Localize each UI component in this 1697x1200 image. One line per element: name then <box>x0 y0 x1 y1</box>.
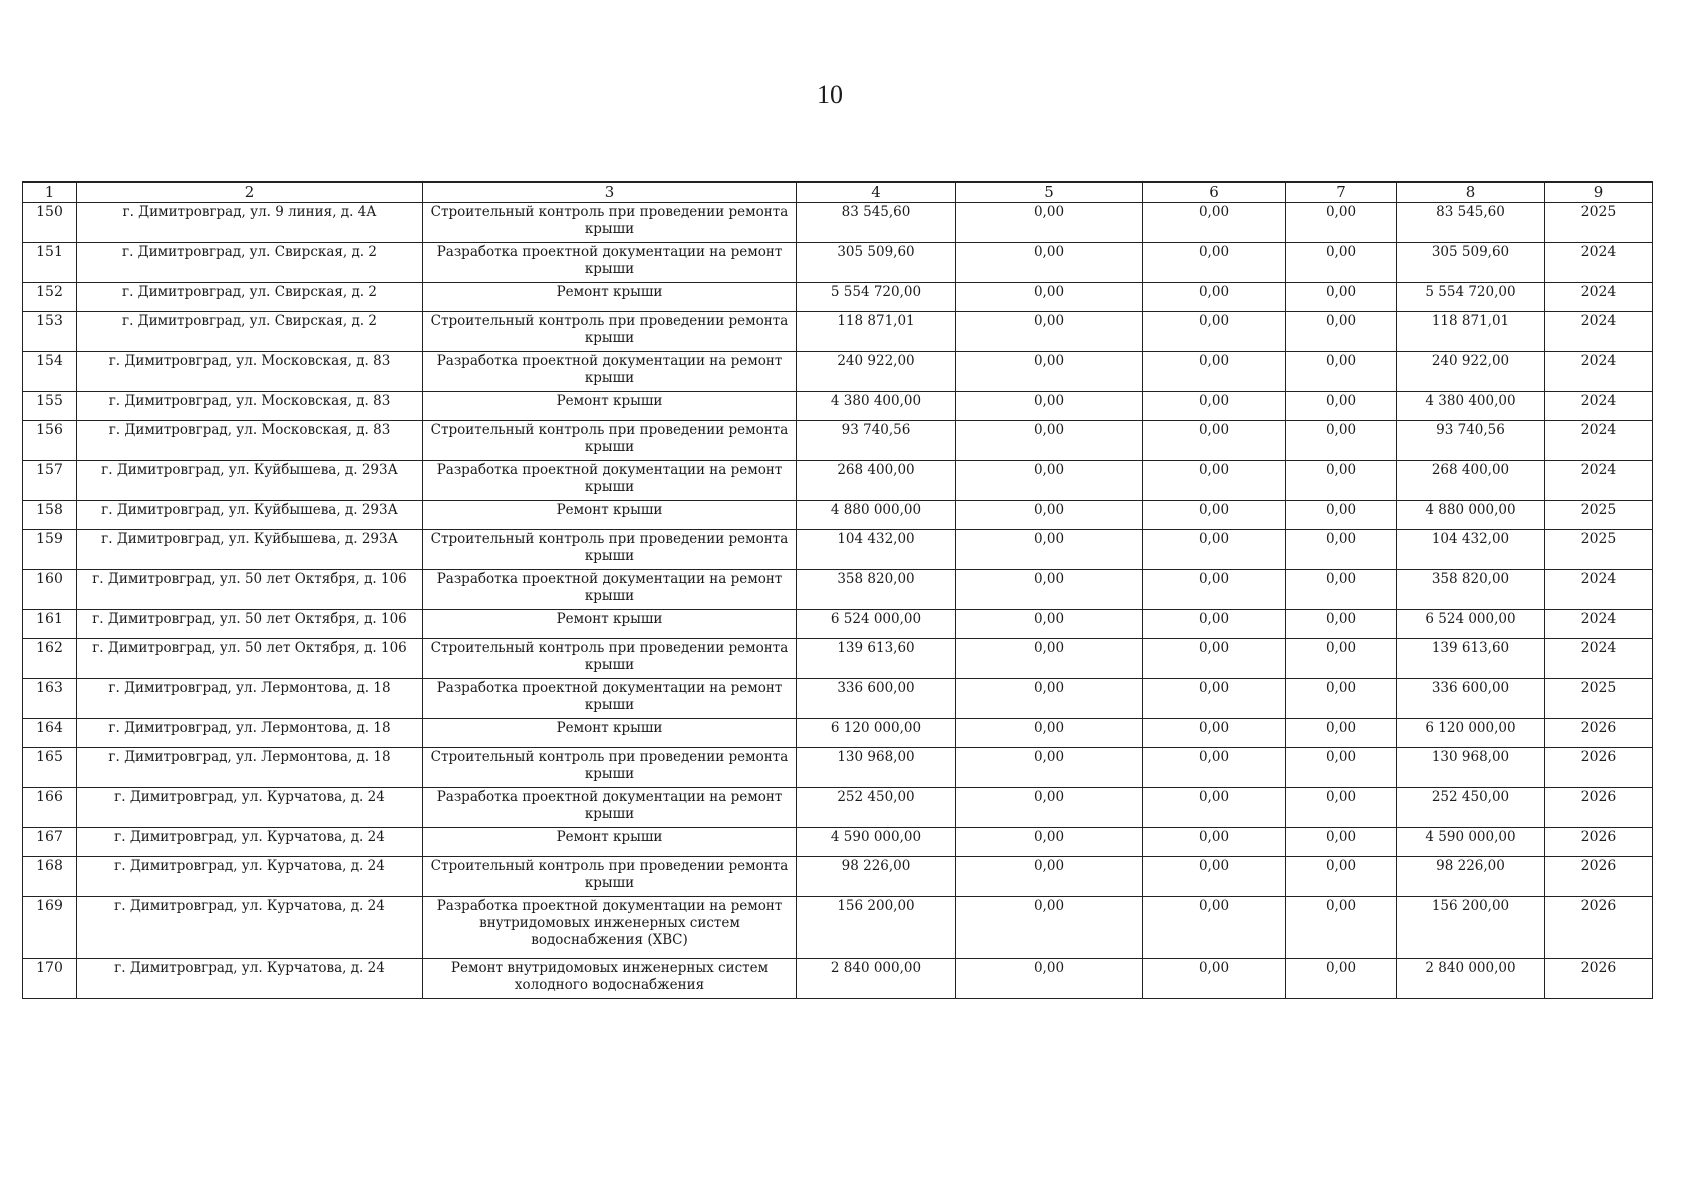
table-row <box>23 352 1653 392</box>
value-col5: 0,00 <box>956 828 1143 857</box>
address-cell: г. Димитровград, ул. Московская, д. 83 <box>77 352 423 392</box>
address-cell: г. Димитровград, ул. Свирская, д. 2 <box>77 283 423 312</box>
value-col4: 104 432,00 <box>797 530 956 570</box>
value-col6: 0,00 <box>1143 570 1286 610</box>
work-type-cell: Ремонт крыши <box>423 610 797 639</box>
work-type-cell: Разработка проектной документации на ремонт крыши <box>423 679 797 719</box>
address-cell: г. Димитровград, ул. Свирская, д. 2 <box>77 312 423 352</box>
table-row <box>23 639 1653 679</box>
work-type-cell: Ремонт крыши <box>423 501 797 530</box>
row-number: 151 <box>23 243 77 283</box>
table-row <box>23 748 1653 788</box>
value-col6: 0,00 <box>1143 639 1286 679</box>
work-type-cell: Разработка проектной документации на ремонт внутридомовых инженерных систем водоснабжения (ХВС) <box>423 897 797 959</box>
address-cell: г. Димитровград, ул. Курчатова, д. 24 <box>77 897 423 959</box>
work-type-cell: Ремонт крыши <box>423 828 797 857</box>
value-col4: 83 545,60 <box>797 203 956 243</box>
year-cell: 2025 <box>1545 530 1653 570</box>
value-col5: 0,00 <box>956 283 1143 312</box>
value-col6: 0,00 <box>1143 679 1286 719</box>
value-col4: 93 740,56 <box>797 421 956 461</box>
repair-registry-table <box>22 181 1653 999</box>
value-col7: 0,00 <box>1286 421 1397 461</box>
year-cell: 2024 <box>1545 461 1653 501</box>
table-row <box>23 679 1653 719</box>
value-col5: 0,00 <box>956 570 1143 610</box>
work-type-cell: Ремонт крыши <box>423 719 797 748</box>
value-col5: 0,00 <box>956 392 1143 421</box>
year-cell: 2024 <box>1545 312 1653 352</box>
address-cell: г. Димитровград, ул. 50 лет Октября, д. 106 <box>77 570 423 610</box>
value-col6: 0,00 <box>1143 461 1286 501</box>
value-col7: 0,00 <box>1286 352 1397 392</box>
row-number: 161 <box>23 610 77 639</box>
value-col8: 6 120 000,00 <box>1397 719 1545 748</box>
value-col4: 4 590 000,00 <box>797 828 956 857</box>
value-col8: 4 380 400,00 <box>1397 392 1545 421</box>
value-col6: 0,00 <box>1143 610 1286 639</box>
value-col6: 0,00 <box>1143 959 1286 999</box>
work-type-cell: Разработка проектной документации на ремонт крыши <box>423 352 797 392</box>
column-header: 4 <box>797 182 956 203</box>
value-col7: 0,00 <box>1286 828 1397 857</box>
column-header: 6 <box>1143 182 1286 203</box>
value-col8: 240 922,00 <box>1397 352 1545 392</box>
row-number: 160 <box>23 570 77 610</box>
work-type-cell: Ремонт крыши <box>423 392 797 421</box>
value-col8: 83 545,60 <box>1397 203 1545 243</box>
table-row <box>23 392 1653 421</box>
address-cell: г. Димитровград, ул. 9 линия, д. 4А <box>77 203 423 243</box>
value-col6: 0,00 <box>1143 897 1286 959</box>
row-number: 153 <box>23 312 77 352</box>
value-col4: 4 880 000,00 <box>797 501 956 530</box>
value-col8: 98 226,00 <box>1397 857 1545 897</box>
value-col7: 0,00 <box>1286 243 1397 283</box>
year-cell: 2024 <box>1545 283 1653 312</box>
row-number: 152 <box>23 283 77 312</box>
work-type-cell: Разработка проектной документации на ремонт крыши <box>423 243 797 283</box>
value-col7: 0,00 <box>1286 392 1397 421</box>
value-col7: 0,00 <box>1286 857 1397 897</box>
row-number: 163 <box>23 679 77 719</box>
year-cell: 2025 <box>1545 203 1653 243</box>
year-cell: 2026 <box>1545 897 1653 959</box>
value-col8: 156 200,00 <box>1397 897 1545 959</box>
address-cell: г. Димитровград, ул. Московская, д. 83 <box>77 392 423 421</box>
year-cell: 2024 <box>1545 610 1653 639</box>
value-col6: 0,00 <box>1143 421 1286 461</box>
value-col7: 0,00 <box>1286 788 1397 828</box>
year-cell: 2026 <box>1545 828 1653 857</box>
table-row <box>23 828 1653 857</box>
value-col5: 0,00 <box>956 421 1143 461</box>
value-col5: 0,00 <box>956 312 1143 352</box>
table-row <box>23 421 1653 461</box>
value-col5: 0,00 <box>956 857 1143 897</box>
address-cell: г. Димитровград, ул. Курчатова, д. 24 <box>77 959 423 999</box>
row-number: 154 <box>23 352 77 392</box>
column-header: 2 <box>77 182 423 203</box>
column-header: 1 <box>23 182 77 203</box>
table-row <box>23 719 1653 748</box>
year-cell: 2024 <box>1545 392 1653 421</box>
value-col4: 118 871,01 <box>797 312 956 352</box>
value-col4: 358 820,00 <box>797 570 956 610</box>
value-col4: 268 400,00 <box>797 461 956 501</box>
value-col7: 0,00 <box>1286 283 1397 312</box>
work-type-cell: Ремонт внутридомовых инженерных систем холодного водоснабжения <box>423 959 797 999</box>
column-header: 9 <box>1545 182 1653 203</box>
value-col8: 118 871,01 <box>1397 312 1545 352</box>
work-type-cell: Строительный контроль при проведении ремонта крыши <box>423 639 797 679</box>
table-row <box>23 897 1653 959</box>
year-cell: 2026 <box>1545 719 1653 748</box>
value-col6: 0,00 <box>1143 203 1286 243</box>
value-col7: 0,00 <box>1286 203 1397 243</box>
value-col6: 0,00 <box>1143 719 1286 748</box>
address-cell: г. Димитровград, ул. Московская, д. 83 <box>77 421 423 461</box>
address-cell: г. Димитровград, ул. Лермонтова, д. 18 <box>77 679 423 719</box>
work-type-cell: Строительный контроль при проведении ремонта крыши <box>423 857 797 897</box>
year-cell: 2026 <box>1545 857 1653 897</box>
work-type-cell: Разработка проектной документации на ремонт крыши <box>423 461 797 501</box>
value-col7: 0,00 <box>1286 897 1397 959</box>
table-row <box>23 461 1653 501</box>
table-row <box>23 570 1653 610</box>
address-cell: г. Димитровград, ул. 50 лет Октября, д. 106 <box>77 610 423 639</box>
value-col4: 5 554 720,00 <box>797 283 956 312</box>
header-row <box>23 182 1653 203</box>
value-col6: 0,00 <box>1143 530 1286 570</box>
work-type-cell: Строительный контроль при проведении ремонта крыши <box>423 748 797 788</box>
value-col8: 4 880 000,00 <box>1397 501 1545 530</box>
value-col5: 0,00 <box>956 352 1143 392</box>
value-col4: 6 120 000,00 <box>797 719 956 748</box>
value-col4: 240 922,00 <box>797 352 956 392</box>
value-col7: 0,00 <box>1286 461 1397 501</box>
work-type-cell: Ремонт крыши <box>423 283 797 312</box>
value-col6: 0,00 <box>1143 857 1286 897</box>
value-col8: 305 509,60 <box>1397 243 1545 283</box>
work-type-cell: Строительный контроль при проведении ремонта крыши <box>423 530 797 570</box>
value-col4: 336 600,00 <box>797 679 956 719</box>
value-col8: 4 590 000,00 <box>1397 828 1545 857</box>
value-col4: 130 968,00 <box>797 748 956 788</box>
value-col5: 0,00 <box>956 501 1143 530</box>
year-cell: 2024 <box>1545 421 1653 461</box>
value-col5: 0,00 <box>956 461 1143 501</box>
address-cell: г. Димитровград, ул. Курчатова, д. 24 <box>77 788 423 828</box>
row-number: 170 <box>23 959 77 999</box>
value-col6: 0,00 <box>1143 392 1286 421</box>
address-cell: г. Димитровград, ул. 50 лет Октября, д. 106 <box>77 639 423 679</box>
value-col6: 0,00 <box>1143 501 1286 530</box>
work-type-cell: Строительный контроль при проведении ремонта крыши <box>423 421 797 461</box>
address-cell: г. Димитровград, ул. Лермонтова, д. 18 <box>77 748 423 788</box>
column-header: 3 <box>423 182 797 203</box>
table-row <box>23 788 1653 828</box>
value-col5: 0,00 <box>956 748 1143 788</box>
year-cell: 2024 <box>1545 352 1653 392</box>
address-cell: г. Димитровград, ул. Лермонтова, д. 18 <box>77 719 423 748</box>
value-col8: 252 450,00 <box>1397 788 1545 828</box>
value-col6: 0,00 <box>1143 243 1286 283</box>
value-col5: 0,00 <box>956 719 1143 748</box>
table-row <box>23 857 1653 897</box>
value-col8: 6 524 000,00 <box>1397 610 1545 639</box>
row-number: 155 <box>23 392 77 421</box>
value-col4: 4 380 400,00 <box>797 392 956 421</box>
address-cell: г. Димитровград, ул. Курчатова, д. 24 <box>77 857 423 897</box>
column-header: 8 <box>1397 182 1545 203</box>
column-header: 7 <box>1286 182 1397 203</box>
value-col4: 2 840 000,00 <box>797 959 956 999</box>
row-number: 159 <box>23 530 77 570</box>
address-cell: г. Димитровград, ул. Свирская, д. 2 <box>77 243 423 283</box>
value-col7: 0,00 <box>1286 570 1397 610</box>
address-cell: г. Димитровград, ул. Куйбышева, д. 293А <box>77 501 423 530</box>
row-number: 162 <box>23 639 77 679</box>
value-col4: 252 450,00 <box>797 788 956 828</box>
value-col8: 2 840 000,00 <box>1397 959 1545 999</box>
value-col6: 0,00 <box>1143 312 1286 352</box>
table-row <box>23 203 1653 243</box>
value-col4: 305 509,60 <box>797 243 956 283</box>
value-col5: 0,00 <box>956 530 1143 570</box>
value-col8: 358 820,00 <box>1397 570 1545 610</box>
work-type-cell: Разработка проектной документации на ремонт крыши <box>423 570 797 610</box>
year-cell: 2024 <box>1545 639 1653 679</box>
value-col4: 98 226,00 <box>797 857 956 897</box>
table-row <box>23 610 1653 639</box>
row-number: 150 <box>23 203 77 243</box>
value-col8: 336 600,00 <box>1397 679 1545 719</box>
value-col5: 0,00 <box>956 679 1143 719</box>
value-col5: 0,00 <box>956 610 1143 639</box>
work-type-cell: Строительный контроль при проведении ремонта крыши <box>423 203 797 243</box>
value-col5: 0,00 <box>956 897 1143 959</box>
value-col6: 0,00 <box>1143 283 1286 312</box>
table-row <box>23 530 1653 570</box>
year-cell: 2024 <box>1545 570 1653 610</box>
value-col6: 0,00 <box>1143 352 1286 392</box>
year-cell: 2026 <box>1545 748 1653 788</box>
value-col4: 156 200,00 <box>797 897 956 959</box>
value-col8: 5 554 720,00 <box>1397 283 1545 312</box>
work-type-cell: Строительный контроль при проведении ремонта крыши <box>423 312 797 352</box>
value-col8: 139 613,60 <box>1397 639 1545 679</box>
table-row <box>23 501 1653 530</box>
row-number: 165 <box>23 748 77 788</box>
value-col7: 0,00 <box>1286 959 1397 999</box>
row-number: 158 <box>23 501 77 530</box>
address-cell: г. Димитровград, ул. Куйбышева, д. 293А <box>77 461 423 501</box>
value-col7: 0,00 <box>1286 501 1397 530</box>
table-row <box>23 243 1653 283</box>
value-col7: 0,00 <box>1286 639 1397 679</box>
value-col7: 0,00 <box>1286 748 1397 788</box>
value-col7: 0,00 <box>1286 610 1397 639</box>
value-col7: 0,00 <box>1286 530 1397 570</box>
value-col8: 93 740,56 <box>1397 421 1545 461</box>
page-number: 10 <box>817 80 843 109</box>
address-cell: г. Димитровград, ул. Курчатова, д. 24 <box>77 828 423 857</box>
row-number: 157 <box>23 461 77 501</box>
value-col4: 139 613,60 <box>797 639 956 679</box>
year-cell: 2025 <box>1545 679 1653 719</box>
value-col8: 104 432,00 <box>1397 530 1545 570</box>
row-number: 168 <box>23 857 77 897</box>
value-col7: 0,00 <box>1286 312 1397 352</box>
row-number: 156 <box>23 421 77 461</box>
value-col6: 0,00 <box>1143 828 1286 857</box>
row-number: 164 <box>23 719 77 748</box>
table-row <box>23 283 1653 312</box>
value-col4: 6 524 000,00 <box>797 610 956 639</box>
table-row <box>23 312 1653 352</box>
work-type-cell: Разработка проектной документации на ремонт крыши <box>423 788 797 828</box>
year-cell: 2026 <box>1545 959 1653 999</box>
address-cell: г. Димитровград, ул. Куйбышева, д. 293А <box>77 530 423 570</box>
year-cell: 2026 <box>1545 788 1653 828</box>
value-col5: 0,00 <box>956 959 1143 999</box>
value-col7: 0,00 <box>1286 679 1397 719</box>
column-header: 5 <box>956 182 1143 203</box>
year-cell: 2024 <box>1545 243 1653 283</box>
row-number: 166 <box>23 788 77 828</box>
row-number: 167 <box>23 828 77 857</box>
value-col6: 0,00 <box>1143 788 1286 828</box>
value-col6: 0,00 <box>1143 748 1286 788</box>
value-col7: 0,00 <box>1286 719 1397 748</box>
value-col5: 0,00 <box>956 203 1143 243</box>
value-col8: 268 400,00 <box>1397 461 1545 501</box>
value-col5: 0,00 <box>956 243 1143 283</box>
year-cell: 2025 <box>1545 501 1653 530</box>
value-col5: 0,00 <box>956 639 1143 679</box>
table-row <box>23 959 1653 999</box>
value-col8: 130 968,00 <box>1397 748 1545 788</box>
value-col5: 0,00 <box>956 788 1143 828</box>
row-number: 169 <box>23 897 77 959</box>
